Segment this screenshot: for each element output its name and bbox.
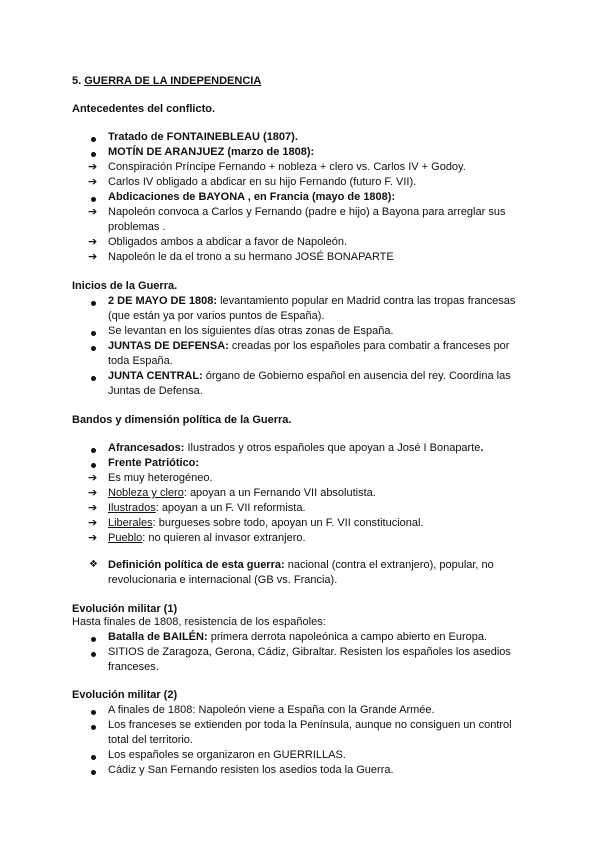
bullet-icon: [91, 770, 96, 775]
list-item: Ilustrados: apoyan a un F. VII reformista.: [108, 502, 306, 514]
arrow-icon: ➔: [88, 486, 98, 499]
list-item: Abdicaciones de BAYONA , en Francia (mayo de 1808):: [108, 191, 396, 203]
bullet-icon: [91, 301, 96, 306]
list-item: Liberales: burgueses sobre todo, apoyan un F. VII constitucional.: [108, 517, 424, 529]
list-item-continuation: revolucionaria e internacional (GB vs. Francia).: [108, 574, 338, 586]
list-item: Batalla de BAILÉN: primera derrota napoleónica a campo abierto en Europa.: [108, 631, 488, 643]
bullet-icon: [91, 197, 96, 202]
arrow-icon: ➔: [88, 501, 98, 514]
section-heading-evolucion-2: Evolución militar (2): [72, 689, 178, 701]
list-item: SITIOS de Zaragoza, Gerona, Cádiz, Gibraltar. Resisten los españoles los asedios: [108, 646, 511, 658]
list-item: Se levantan en los siguientes días otras zonas de España.: [108, 325, 394, 337]
list-item-continuation: problemas .: [108, 221, 166, 233]
list-item: Tratado de FONTAINEBLEAU (1807).: [108, 131, 298, 143]
bullet-icon: [91, 331, 96, 336]
list-item: Los españoles se organizaron en GUERRILLAS.: [108, 749, 346, 761]
list-item-continuation: total del territorio.: [108, 734, 193, 746]
arrow-icon: ➔: [88, 235, 98, 248]
arrow-icon: ➔: [88, 175, 98, 188]
list-item: Frente Patriótico:: [108, 457, 200, 469]
bullet-icon: [91, 376, 96, 381]
section-heading-inicios: Inicios de la Guerra.: [72, 280, 178, 292]
bullet-icon: [91, 755, 96, 760]
list-item: Carlos IV obligado a abdicar en su hijo Fernando (futuro F. VII).: [108, 176, 417, 188]
list-item: Napoleón le da el trono a su hermano JOSÉ BONAPARTE: [108, 251, 394, 263]
bullet-icon: [91, 637, 96, 642]
list-item-continuation: (que están ya por varios puntos de España).: [108, 310, 325, 322]
bullet-icon: [91, 652, 96, 657]
list-item: Cádiz y San Fernando resisten los asedios toda la Guerra.: [108, 764, 394, 776]
list-item: JUNTAS DE DEFENSA: creadas por los españoles para combatir a franceses por: [108, 340, 510, 352]
arrow-icon: ➔: [88, 516, 98, 529]
arrow-icon: ➔: [88, 471, 98, 484]
list-item: JUNTA CENTRAL: órgano de Gobierno español en ausencia del rey. Coordina las: [108, 370, 511, 382]
arrow-icon: ➔: [88, 160, 98, 173]
bullet-icon: [91, 725, 96, 730]
list-item-continuation: toda España.: [108, 355, 173, 367]
list-item: 2 DE MAYO DE 1808: levantamiento popular en Madrid contra las tropas francesas: [108, 295, 516, 307]
diamond-icon: ❖: [89, 559, 98, 570]
section-heading-evolucion-1: Evolución militar (1): [72, 603, 178, 615]
list-item: Afrancesados: Ilustrados y otros españoles que apoyan a José I Bonaparte.: [108, 442, 484, 454]
list-item: MOTÍN DE ARANJUEZ (marzo de 1808):: [108, 146, 315, 158]
section-heading-bandos: Bandos y dimensión política de la Guerra.: [72, 414, 292, 426]
list-item: Es muy heterogéneo.: [108, 472, 213, 484]
bullet-icon: [91, 463, 96, 468]
section-intro: Hasta finales de 1808, resistencia de los españoles:: [72, 616, 326, 628]
section-heading-antecedentes: Antecedentes del conflicto.: [72, 103, 216, 115]
arrow-icon: ➔: [88, 205, 98, 218]
list-item: Napoleón convoca a Carlos y Fernando (padre e hijo) a Bayona para arreglar sus: [108, 206, 506, 218]
bullet-icon: [91, 448, 96, 453]
bullet-icon: [91, 137, 96, 142]
list-item: Definición política de esta guerra: nacional (contra el extranjero), popular, no: [108, 559, 494, 571]
arrow-icon: ➔: [88, 250, 98, 263]
list-item: Los franceses se extienden por toda la Península, aunque no consiguen un control: [108, 719, 512, 731]
document-title: 5. GUERRA DE LA INDEPENDENCIA: [72, 75, 262, 87]
list-item-continuation: franceses.: [108, 661, 159, 673]
list-item-continuation: Juntas de Defensa.: [108, 385, 203, 397]
bullet-icon: [91, 346, 96, 351]
bullet-icon: [91, 710, 96, 715]
list-item: Conspiración Príncipe Fernando + nobleza + clero vs. Carlos IV + Godoy.: [108, 161, 466, 173]
list-item: A finales de 1808: Napoleón viene a España con la Grande Armée.: [108, 704, 435, 716]
list-item: Pueblo: no quieren al invasor extranjero.: [108, 532, 306, 544]
list-item: Nobleza y clero: apoyan a un Fernando VII absolutista.: [108, 487, 376, 499]
arrow-icon: ➔: [88, 531, 98, 544]
list-item: Obligados ambos a abdicar a favor de Napoleón.: [108, 236, 348, 248]
bullet-icon: [91, 152, 96, 157]
